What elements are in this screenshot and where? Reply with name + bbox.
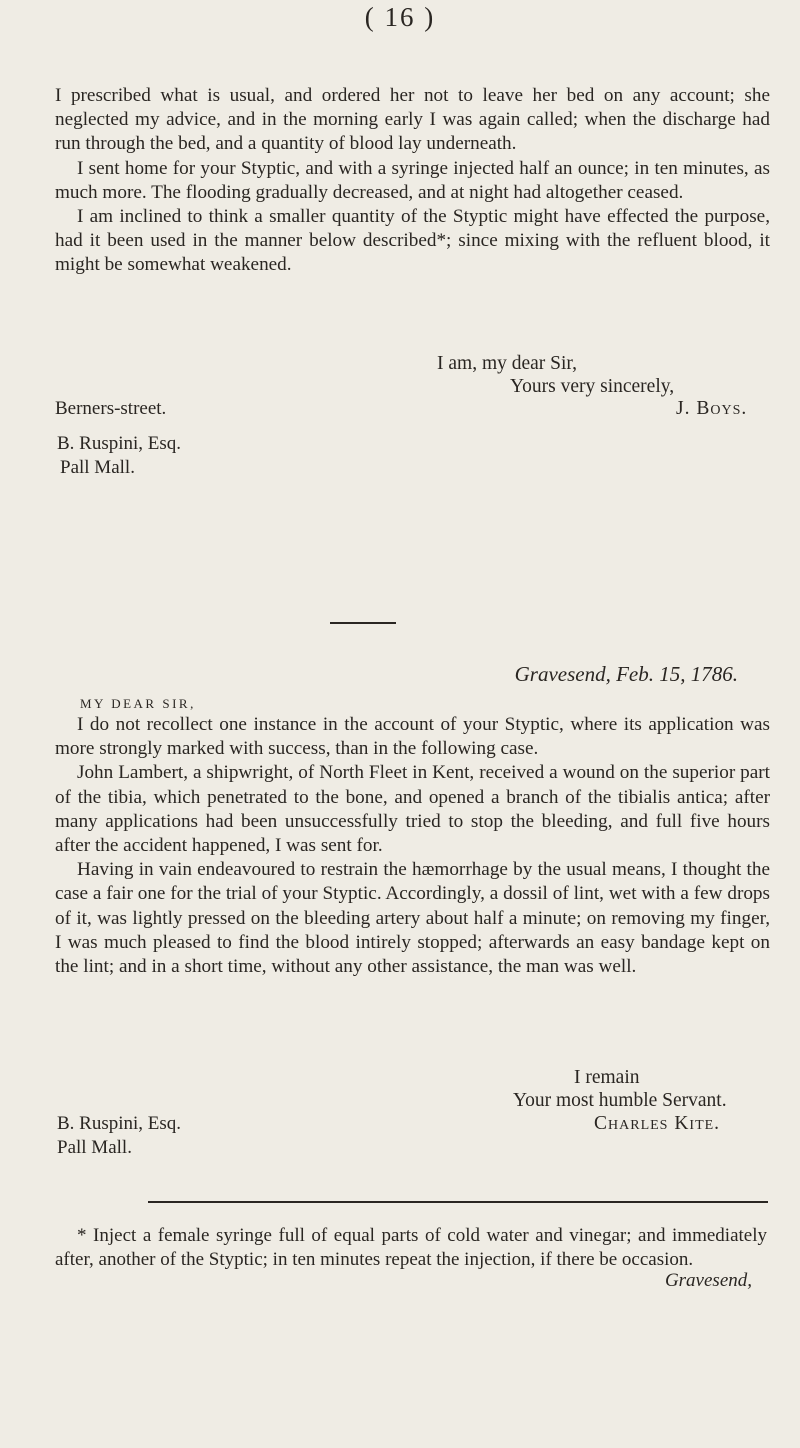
letter1-paragraph-2: I sent home for your Styptic, and with a syringe injected half an ounce; in ten minutes, as much more. The flooding gradually decreased, and at night had altogether ceased. bbox=[55, 157, 770, 203]
letter2-addressee: B. Ruspini, Esq. bbox=[57, 1113, 182, 1134]
letter1-place: Berners-street. bbox=[55, 398, 167, 419]
letter1-body bbox=[55, 84, 770, 278]
footnote bbox=[55, 1224, 767, 1272]
letter1-closing: I am, my dear Sir, bbox=[437, 353, 578, 374]
letter1-address: Pall Mall. bbox=[60, 457, 135, 478]
letter1-closing-2: Yours very sincerely, bbox=[510, 376, 675, 397]
letter2-paragraph-3: Having in vain endeavoured to restrain the hæmorrhage by the usual means, I thought the case a fair one for the trial of your Styptic. Accordingly, a dossil of lint, wet with a few drops of it, was lightly pressed on the bleeding artery about half a minute; on removing my finger, I was much pleased to find the blood intirely stopped; afterwards an easy bandage kept on the lint; and in a short time, without any other assistance, the man was well. bbox=[55, 859, 770, 978]
letter2-paragraph-2: John Lambert, a shipwright, of North Fleet in Kent, received a wound on the superior part of the tibia, which penetrated to the bone, and opened a branch of the tibialis antica; after many applications had been unsuccessfully tried to stop the bleeding, and full five hours after the accident happened, I was sent for. bbox=[55, 762, 770, 857]
letter2-signature: Charles Kite. bbox=[594, 1113, 721, 1134]
catchword: Gravesend, bbox=[664, 1270, 752, 1291]
letter2-dateline: Gravesend, Feb. 15, 1786. bbox=[514, 662, 738, 686]
page-number: ( 16 ) bbox=[364, 2, 436, 32]
footnote-text: * Inject a female syringe full of equal parts of cold water and vinegar; and immediately after, another of the Styptic; in ten minutes repeat the injection, if there be occasion. bbox=[55, 1225, 767, 1270]
letter2-paragraph-1: I do not recollect one instance in the account of your Styptic, where its application was more strongly marked with success, than in the following case. bbox=[55, 714, 770, 760]
letter2-body bbox=[55, 713, 770, 979]
letter1-paragraph-3: I am inclined to think a smaller quantity of the Styptic might have effected the purpose, had it been used in the manner below described*; since mixing with the refluent blood, it might be somewhat weakened. bbox=[55, 206, 770, 276]
letter1-signature: J. Boys. bbox=[676, 398, 748, 419]
letter2-closing-2: Your most humble Servant. bbox=[513, 1090, 727, 1111]
letter2-closing: I remain bbox=[574, 1067, 640, 1088]
section-divider bbox=[330, 622, 396, 624]
letter1-addressee: B. Ruspini, Esq. bbox=[57, 433, 182, 454]
letter1-paragraph-1: I prescribed what is usual, and ordered her not to leave her bed on any account; she neglected my advice, and in the morning early I was again called; when the discharge had run through the bed, and a quantity of blood lay underneath. bbox=[55, 85, 770, 155]
letter2-salutation: MY DEAR SIR, bbox=[80, 696, 196, 711]
footnote-rule bbox=[148, 1201, 768, 1203]
letter2-address: Pall Mall. bbox=[57, 1137, 132, 1158]
